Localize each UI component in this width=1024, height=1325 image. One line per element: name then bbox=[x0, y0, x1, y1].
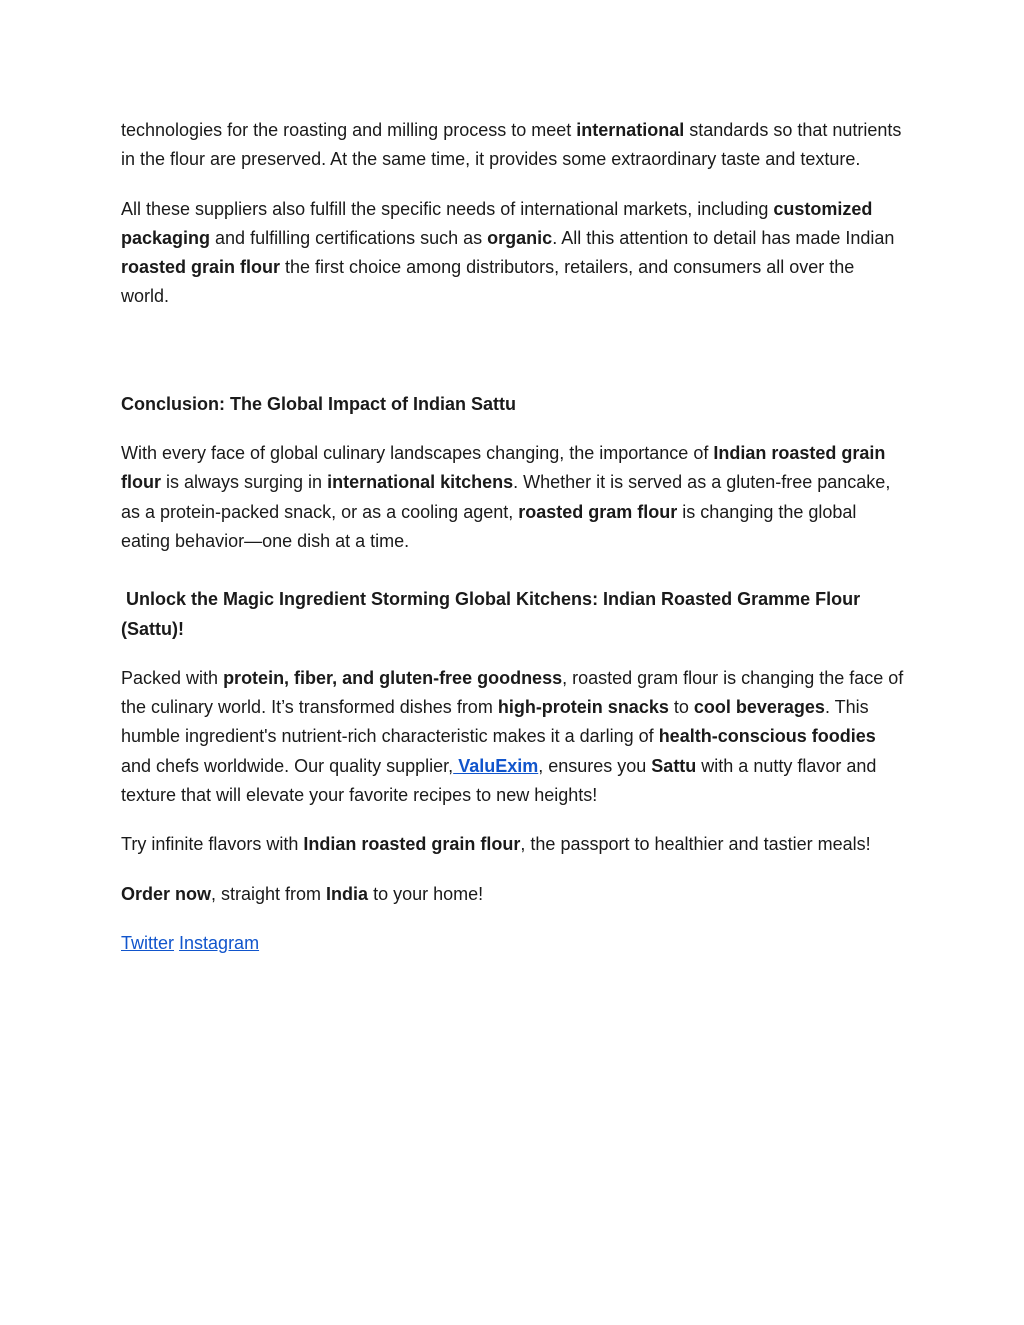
text-run: With every face of global culinary landscapes changing, the importance of bbox=[121, 443, 714, 464]
paragraph-suppliers bbox=[121, 195, 907, 312]
bold-run: customized packaging bbox=[121, 198, 873, 248]
bold-run: international kitchens bbox=[327, 472, 514, 493]
bold-run: roasted grain flour bbox=[121, 257, 281, 278]
text-run: . All this attention to detail has made Indian bbox=[552, 227, 895, 248]
valuexim-link[interactable]: ValuExim bbox=[453, 755, 539, 776]
bold-run: Indian roasted grain flour bbox=[303, 834, 521, 855]
paragraph-roasting-technologies bbox=[121, 116, 907, 175]
text-run: , straight from bbox=[211, 883, 327, 904]
text-run: standards so that nutrients in the flour are preserved. At the same time, it provides some extraordinary taste and texture. bbox=[121, 120, 902, 170]
text-run: , the passport to healthier and tastier meals! bbox=[520, 834, 871, 855]
text-run: . This humble ingredient's nutrient-rich characteristic makes it a darling of bbox=[121, 697, 869, 747]
document-page bbox=[121, 116, 907, 958]
text-run: is changing the global eating behavior—one dish at a time. bbox=[121, 501, 857, 551]
twitter-link[interactable]: Twitter bbox=[121, 932, 175, 953]
unlock-heading: Unlock the Magic Ingredient Storming Global Kitchens: Indian Roasted Gramme Flour (Sattu)! bbox=[121, 589, 866, 639]
text-run: . Whether it is served as a gluten-free pancake, as a protein-packed snack, or as a cooling agent, bbox=[121, 472, 891, 522]
text-run: and chefs worldwide. Our quality supplier, bbox=[121, 755, 454, 776]
instagram-link[interactable]: Instagram bbox=[179, 932, 260, 953]
bold-run: high-protein snacks bbox=[497, 697, 669, 718]
text-run: with a nutty flavor and texture that will elevate your favorite recipes to new heights! bbox=[121, 755, 877, 806]
text-run: to your home! bbox=[368, 883, 484, 904]
text-run: , ensures you bbox=[538, 755, 652, 776]
text-run: Packed with bbox=[121, 667, 224, 688]
bold-run: organic bbox=[487, 227, 553, 248]
bold-run: international bbox=[576, 120, 685, 140]
bold-run: cool beverages bbox=[693, 697, 825, 718]
bold-run: roasted gram flour bbox=[518, 501, 678, 522]
paragraph-global-impact bbox=[121, 439, 907, 556]
conclusion-heading: Conclusion: The Global Impact of Indian Sattu bbox=[121, 393, 517, 414]
bold-run: Indian roasted grain flour bbox=[121, 443, 886, 493]
text-run: is always surging in bbox=[161, 472, 328, 493]
paragraph-try-flavors bbox=[121, 830, 907, 859]
bold-run: protein, fiber, and gluten-free goodness bbox=[223, 667, 563, 688]
text-run: to bbox=[668, 697, 694, 718]
bold-run: India bbox=[326, 883, 369, 904]
bold-run: Sattu bbox=[651, 755, 697, 776]
bold-run: Order now bbox=[121, 883, 212, 904]
text-run: Try infinite flavors with bbox=[121, 834, 304, 855]
text-run: and fulfilling certifications such as bbox=[210, 227, 488, 248]
social-links bbox=[121, 929, 907, 958]
paragraph-order-now bbox=[121, 880, 907, 909]
bold-run: health-conscious foodies bbox=[658, 726, 876, 747]
text-run: , roasted gram flour is changing the face of the culinary world. It’s transformed dishes from bbox=[121, 667, 904, 718]
text-run: the first choice among distributors, retailers, and consumers all over the world. bbox=[121, 257, 855, 307]
text-run: All these suppliers also fulfill the specific needs of international markets, including bbox=[121, 198, 774, 219]
paragraph-packed-with bbox=[121, 664, 907, 810]
text-run: technologies for the roasting and milling process to meet bbox=[121, 120, 577, 140]
